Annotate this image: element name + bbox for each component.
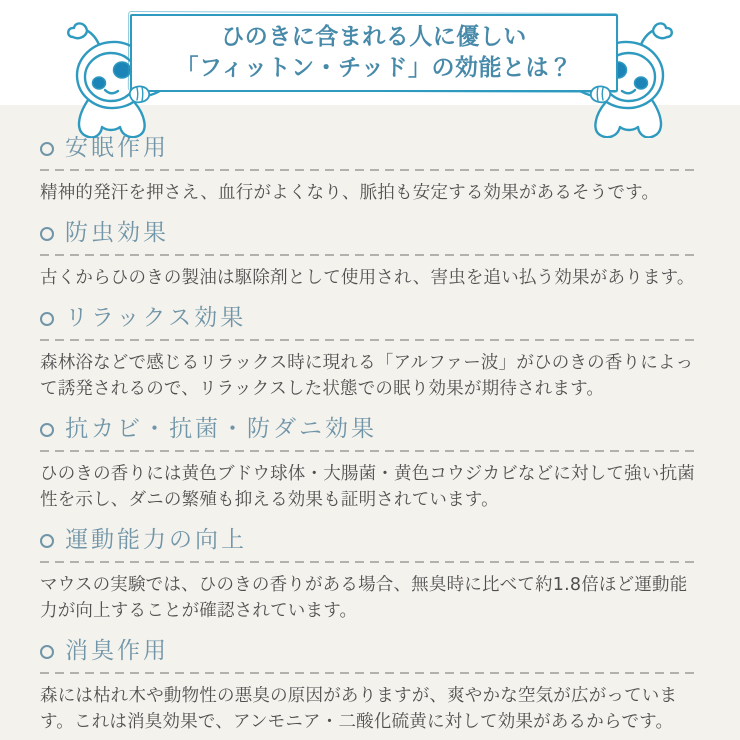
section-body: ひのきの香りには黄色ブドウ球体・大腸菌・黄色コウジカビなどに対して強い抗菌性を示し、ダニの繁殖も抑える効果も証明されています。: [40, 464, 695, 510]
title-line-1: ひのきに含まれる人に優しい: [221, 24, 527, 50]
effect-section-relax: [40, 305, 700, 402]
section-body: 古くからひのきの製油は駆除剤として使用され、害虫を追い払う効果があります。: [40, 268, 695, 288]
dashed-divider: [40, 450, 700, 452]
circle-bullet-icon: [40, 227, 54, 241]
section-heading-label: 抗カビ・抗菌・防ダニ効果: [65, 416, 377, 442]
section-heading: [40, 416, 700, 443]
section-heading-label: 運動能力の向上: [65, 527, 247, 553]
header: [0, 0, 740, 105]
content: [0, 105, 740, 740]
section-heading: [40, 305, 700, 332]
section-heading-label: 防虫効果: [65, 220, 169, 246]
circle-bullet-icon: [40, 645, 54, 659]
circle-bullet-icon: [40, 423, 54, 437]
eye-icon: [93, 77, 106, 89]
section-heading: [40, 220, 700, 247]
dashed-divider: [40, 561, 700, 563]
eye-icon: [114, 62, 131, 78]
sprout-icon: [653, 23, 672, 38]
section-body: 森には枯れ木や動物性の悪臭の原因がありますが、爽やかな空気が広がっています。これは消臭効果で、アンモニア・二酸化硫黄に対して効果があるからです。: [40, 686, 678, 732]
effect-section-insect: [40, 220, 700, 291]
eye-icon: [635, 77, 648, 89]
effect-section-deodorant: [40, 638, 700, 735]
dashed-divider: [40, 169, 700, 171]
circle-bullet-icon: [40, 312, 54, 326]
effect-section-sleep: [40, 135, 700, 206]
dashed-divider: [40, 339, 700, 341]
effect-section-athletic: [40, 527, 700, 624]
section-body: マウスの実験では、ひのきの香りがある場合、無臭時に比べて約1.8倍ほど運動能力が向上することが確認されています。: [40, 575, 688, 621]
section-body: 精神的発汗を押さえ、血行がよくなり、脈拍も安定する効果があるそうです。: [40, 183, 660, 203]
section-heading-label: 安眠作用: [65, 135, 169, 161]
circle-bullet-icon: [40, 534, 54, 548]
dashed-divider: [40, 254, 700, 256]
section-heading-label: リラックス効果: [65, 305, 247, 331]
section-heading-label: 消臭作用: [65, 638, 169, 664]
circle-bullet-icon: [40, 142, 54, 156]
section-heading: [40, 135, 700, 162]
title-banner: [130, 14, 618, 92]
section-body: 森林浴などで感じるリラックス時に現れる「アルファー波」がひのきの香りによって誘発されるので、リラックスした状態での眠り効果が期待されます。: [40, 353, 694, 399]
section-heading: [40, 638, 700, 665]
title-line-2: 「フィットン・チッド」の効能とは？: [175, 55, 573, 81]
mascot-hand-icon: [584, 84, 612, 104]
mascot-hand-icon: [128, 84, 156, 104]
dashed-divider: [40, 672, 700, 674]
effect-section-antibacterial: [40, 416, 700, 513]
section-heading: [40, 527, 700, 554]
sprout-icon: [68, 23, 87, 38]
